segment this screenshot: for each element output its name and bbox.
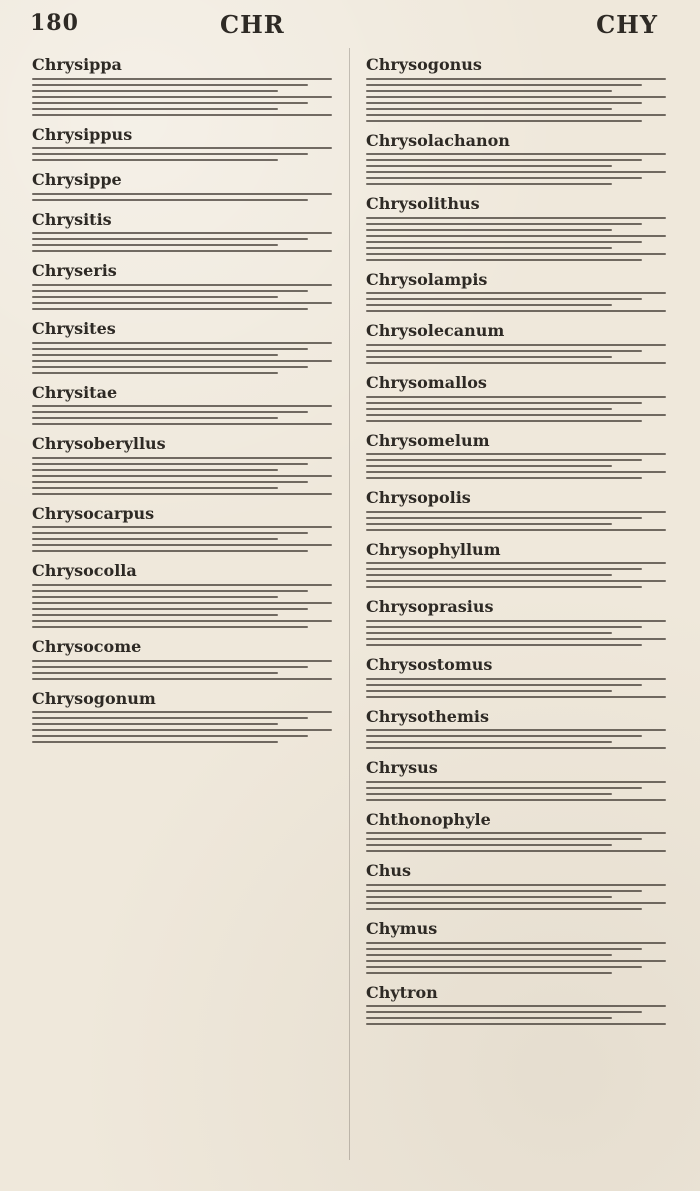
text-line	[366, 966, 642, 968]
text-line	[32, 290, 308, 292]
entry-headword: Chrysomallos	[366, 372, 487, 392]
right_column-entry	[366, 862, 666, 910]
text-line	[366, 402, 642, 404]
text-line	[366, 954, 612, 956]
right_column-entry	[366, 598, 666, 646]
text-line	[366, 735, 642, 737]
text-line	[32, 544, 332, 546]
entry-headword: Chrysitis	[32, 209, 112, 229]
text-line	[366, 781, 666, 783]
text-line	[366, 799, 666, 801]
entry-headword: Chryseris	[32, 261, 117, 281]
left_column-entry	[32, 56, 332, 116]
text-line	[366, 217, 666, 219]
text-line	[366, 523, 612, 525]
text-line	[366, 580, 666, 582]
text-line	[32, 423, 332, 425]
running-head-right: CHY	[596, 10, 658, 39]
text-line	[366, 235, 666, 237]
text-line	[366, 120, 642, 122]
text-line	[32, 159, 278, 161]
right_column-entry	[366, 271, 666, 313]
text-line	[32, 729, 332, 731]
left_column-entry	[32, 320, 332, 374]
text-line	[32, 602, 332, 604]
text-line	[32, 348, 308, 350]
text-line	[32, 193, 332, 195]
text-line	[32, 469, 278, 471]
text-line	[32, 96, 332, 98]
text-line	[366, 310, 666, 312]
left_column-entry	[32, 638, 332, 680]
entry-headword: Chrysopolis	[366, 488, 471, 508]
right_column-entry	[366, 432, 666, 480]
text-line	[32, 660, 332, 662]
text-line	[366, 96, 666, 98]
text-line	[366, 729, 666, 731]
right-column	[366, 56, 666, 1161]
entry-headword: Chrysus	[366, 758, 438, 778]
text-line	[32, 238, 308, 240]
text-line	[32, 584, 332, 586]
entry-headword: Chus	[366, 861, 412, 881]
text-line	[366, 832, 666, 834]
text-line	[366, 529, 666, 531]
text-line	[32, 723, 278, 725]
entry-headword: Chrysitae	[32, 382, 118, 402]
text-line	[32, 487, 278, 489]
text-line	[32, 526, 332, 528]
text-line	[366, 787, 642, 789]
entry-headword: Chrysolampis	[366, 269, 488, 289]
right_column-entry	[366, 811, 666, 853]
text-line	[32, 493, 332, 495]
text-line	[366, 471, 666, 473]
text-line	[32, 678, 332, 680]
text-line	[366, 678, 666, 680]
text-line	[366, 420, 642, 422]
text-line	[32, 84, 308, 86]
text-line	[366, 632, 612, 634]
entry-headword: Chrysippe	[32, 170, 122, 190]
text-line	[366, 793, 612, 795]
entry-headword: Chrysippa	[32, 56, 122, 74]
right_column-entry	[366, 759, 666, 801]
left_column-entry	[32, 262, 332, 310]
text-line	[366, 304, 612, 306]
text-line	[366, 229, 612, 231]
text-line	[32, 153, 308, 155]
text-line	[366, 1017, 612, 1019]
text-line	[32, 666, 308, 668]
right_column-entry	[366, 56, 666, 122]
entry-headword: Chrysippus	[32, 124, 133, 144]
text-line	[32, 741, 278, 743]
text-line	[366, 465, 612, 467]
text-line	[366, 574, 612, 576]
text-line	[32, 78, 332, 80]
text-line	[32, 284, 332, 286]
text-line	[366, 638, 666, 640]
text-line	[366, 942, 666, 944]
running-head-left: CHR	[220, 10, 285, 39]
left_column-entry	[32, 562, 332, 628]
text-line	[366, 241, 642, 243]
text-line	[366, 696, 666, 698]
text-line	[366, 896, 612, 898]
text-line	[366, 408, 612, 410]
text-line	[32, 199, 308, 201]
entry-headword: Chrysomelum	[366, 430, 490, 450]
page-number: 180	[30, 10, 79, 36]
entry-headword: Chrysites	[32, 318, 116, 338]
text-line	[366, 948, 642, 950]
text-line	[366, 362, 666, 364]
text-line	[366, 344, 666, 346]
entry-headword: Chrysostomus	[366, 654, 493, 674]
text-line	[366, 159, 642, 161]
text-line	[366, 1023, 666, 1025]
page-header	[30, 10, 670, 44]
text-line	[366, 960, 666, 962]
left_column-entry	[32, 505, 332, 553]
text-line	[366, 253, 666, 255]
right_column-entry	[366, 195, 666, 261]
text-line	[32, 147, 332, 149]
entry-headword: Chrysocarpus	[32, 503, 155, 523]
text-line	[32, 481, 308, 483]
text-line	[366, 838, 642, 840]
text-line	[366, 78, 666, 80]
text-line	[366, 568, 642, 570]
right_column-entry	[366, 920, 666, 974]
entry-headword: Chrysogonum	[32, 688, 156, 708]
text-line	[366, 1005, 666, 1007]
left_column-entry	[32, 690, 332, 744]
text-line	[32, 550, 308, 552]
text-line	[32, 463, 308, 465]
text-line	[366, 350, 642, 352]
entry-headword: Chrysocolla	[32, 561, 137, 581]
text-line	[32, 711, 332, 713]
right_column-entry	[366, 322, 666, 364]
text-line	[366, 562, 666, 564]
text-line	[366, 459, 642, 461]
text-line	[32, 302, 332, 304]
right_column-entry	[366, 489, 666, 531]
right_column-entry	[366, 656, 666, 698]
text-line	[366, 396, 666, 398]
entry-headword: Chrysophyllum	[366, 539, 501, 559]
text-line	[32, 250, 332, 252]
text-line	[366, 620, 666, 622]
left_column-entry	[32, 384, 332, 426]
entry-headword: Chrysoprasius	[366, 597, 494, 617]
right_column-entry	[366, 708, 666, 750]
text-line	[32, 538, 278, 540]
text-line	[366, 517, 642, 519]
text-line	[366, 1011, 642, 1013]
entry-headword: Chrysolithus	[366, 194, 480, 214]
text-line	[366, 177, 642, 179]
text-line	[366, 908, 642, 910]
text-line	[32, 608, 308, 610]
text-line	[32, 626, 308, 628]
entry-headword: Chrysolecanum	[366, 321, 505, 341]
text-line	[32, 232, 332, 234]
text-line	[32, 108, 278, 110]
text-line	[32, 475, 332, 477]
text-line	[32, 590, 308, 592]
text-line	[366, 477, 642, 479]
text-line	[366, 90, 612, 92]
text-line	[32, 366, 308, 368]
text-line	[32, 354, 278, 356]
text-line	[32, 532, 308, 534]
text-line	[366, 356, 612, 358]
text-line	[366, 108, 612, 110]
text-line	[366, 511, 666, 513]
right_column-entry	[366, 132, 666, 186]
text-line	[366, 747, 666, 749]
text-line	[366, 165, 612, 167]
text-line	[32, 342, 332, 344]
text-line	[366, 153, 666, 155]
column-divider	[349, 48, 350, 1160]
text-line	[32, 405, 332, 407]
text-line	[366, 453, 666, 455]
text-line	[366, 259, 642, 261]
left_column-entry	[32, 435, 332, 495]
text-line	[366, 890, 642, 892]
left_column-entry	[32, 171, 332, 201]
text-line	[366, 690, 612, 692]
entry-headword: Chytron	[366, 982, 438, 1002]
left-column	[32, 56, 332, 1161]
text-line	[366, 884, 666, 886]
text-line	[366, 298, 642, 300]
text-line	[366, 741, 612, 743]
text-line	[32, 308, 308, 310]
entry-headword: Chthonophyle	[366, 809, 491, 829]
text-line	[32, 672, 278, 674]
text-line	[32, 360, 332, 362]
text-line	[366, 223, 642, 225]
entry-headword: Chymus	[366, 918, 438, 938]
text-line	[32, 90, 278, 92]
text-line	[32, 457, 332, 459]
right_column-entry	[366, 541, 666, 589]
text-line	[32, 296, 278, 298]
text-line	[366, 684, 642, 686]
text-line	[366, 247, 612, 249]
text-line	[32, 114, 332, 116]
text-line	[32, 372, 278, 374]
text-line	[32, 411, 308, 413]
entry-headword: Chrysogonus	[366, 56, 482, 74]
text-line	[32, 417, 278, 419]
text-line	[366, 586, 642, 588]
text-line	[32, 596, 278, 598]
text-line	[366, 644, 642, 646]
text-line	[366, 972, 612, 974]
text-line	[32, 717, 308, 719]
text-line	[366, 171, 666, 173]
text-line	[366, 850, 666, 852]
left_column-entry	[32, 126, 332, 162]
text-line	[366, 84, 642, 86]
text-line	[366, 626, 642, 628]
text-line	[366, 183, 612, 185]
text-line	[32, 102, 308, 104]
entry-headword: Chrysothemis	[366, 706, 489, 726]
text-line	[32, 614, 278, 616]
text-line	[32, 735, 308, 737]
text-line	[366, 414, 666, 416]
text-line	[366, 844, 612, 846]
entry-headword: Chrysolachanon	[366, 130, 510, 150]
text-line	[366, 102, 642, 104]
text-line	[366, 292, 666, 294]
text-line	[366, 114, 666, 116]
right_column-entry	[366, 374, 666, 422]
entry-headword: Chrysocome	[32, 636, 142, 656]
text-line	[32, 244, 278, 246]
entry-headword: Chrysoberyllus	[32, 434, 166, 454]
left_column-entry	[32, 211, 332, 253]
text-line	[366, 902, 666, 904]
right_column-entry	[366, 984, 666, 1026]
text-line	[32, 620, 332, 622]
